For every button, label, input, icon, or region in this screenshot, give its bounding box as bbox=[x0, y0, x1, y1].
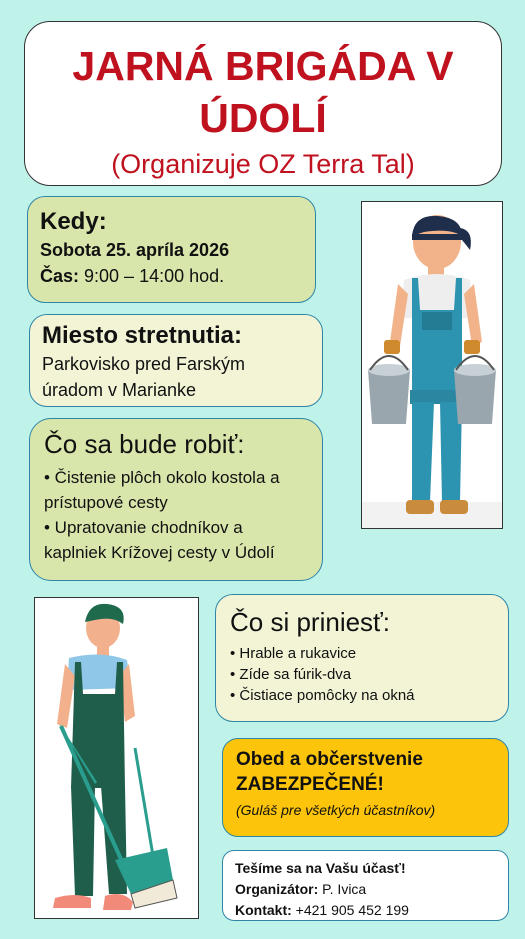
meeting-place-line-2: úradom v Marianke bbox=[42, 380, 197, 400]
organizer-subtitle: (Organizuje OZ Terra Tal) bbox=[111, 149, 415, 179]
bring-section bbox=[215, 594, 509, 722]
organizer-row bbox=[235, 879, 496, 900]
tasks-heading: Čo sa bude robiť: bbox=[44, 429, 245, 459]
time-label: Čas: bbox=[40, 266, 80, 286]
bring-heading: Čo si priniesť: bbox=[230, 607, 391, 637]
welcome-label: Tešíme sa na Vašu účasť! bbox=[235, 860, 406, 876]
contact-label: Kontakt: bbox=[235, 902, 292, 918]
task-item-line: • Čistenie plôch okolo kostola a bbox=[44, 468, 280, 487]
lunch-note: (Guláš pre všetkých účastníkov) bbox=[236, 802, 436, 818]
task-item-line: • Upratovanie chodníkov a bbox=[44, 518, 243, 537]
man-sweeping-icon bbox=[35, 598, 198, 918]
event-date: Sobota 25. apríla 2026 bbox=[40, 240, 230, 260]
woman-worker-illustration bbox=[361, 201, 503, 529]
task-item bbox=[44, 465, 308, 515]
task-item-line: kaplniek Krížovej cesty v Údolí bbox=[44, 543, 275, 562]
lunch-line-2: ZABEZPEČENÉ! bbox=[236, 774, 384, 795]
when-heading: Kedy: bbox=[40, 208, 107, 235]
when-section bbox=[27, 196, 316, 303]
page-title bbox=[25, 40, 501, 144]
tasks-section bbox=[29, 418, 323, 581]
organizer-value: P. Ivica bbox=[318, 881, 367, 897]
lunch-section bbox=[222, 738, 509, 837]
meeting-place-heading: Miesto stretnutia: bbox=[42, 322, 243, 349]
task-item-line: prístupové cesty bbox=[44, 493, 168, 512]
contact-phone: +421 905 452 199 bbox=[291, 902, 409, 918]
bring-item: • Zíde sa fúrik-dva bbox=[230, 666, 352, 683]
contact-row bbox=[235, 900, 496, 921]
event-time bbox=[40, 263, 303, 289]
bring-item: • Čistiace pomôcky na okná bbox=[230, 687, 415, 704]
man-worker-illustration bbox=[34, 597, 199, 919]
time-value: 9:00 – 14:00 hod. bbox=[79, 266, 225, 286]
organizer-label: Organizátor: bbox=[235, 881, 319, 897]
meeting-place-line-1: Parkovisko pred Farským bbox=[42, 354, 246, 374]
title-line-2: ÚDOLÍ bbox=[199, 95, 327, 141]
title-line-1: JARNÁ BRIGÁDA V bbox=[72, 43, 454, 89]
meeting-place-section bbox=[29, 314, 323, 407]
lunch-line-1: Obed a občerstvenie bbox=[236, 749, 423, 770]
title-box bbox=[24, 21, 502, 186]
bring-item: • Hrable a rukavice bbox=[230, 645, 357, 662]
task-item bbox=[44, 515, 308, 565]
contact-section bbox=[222, 850, 509, 921]
woman-worker-icon bbox=[362, 202, 502, 528]
welcome-text bbox=[235, 858, 496, 879]
